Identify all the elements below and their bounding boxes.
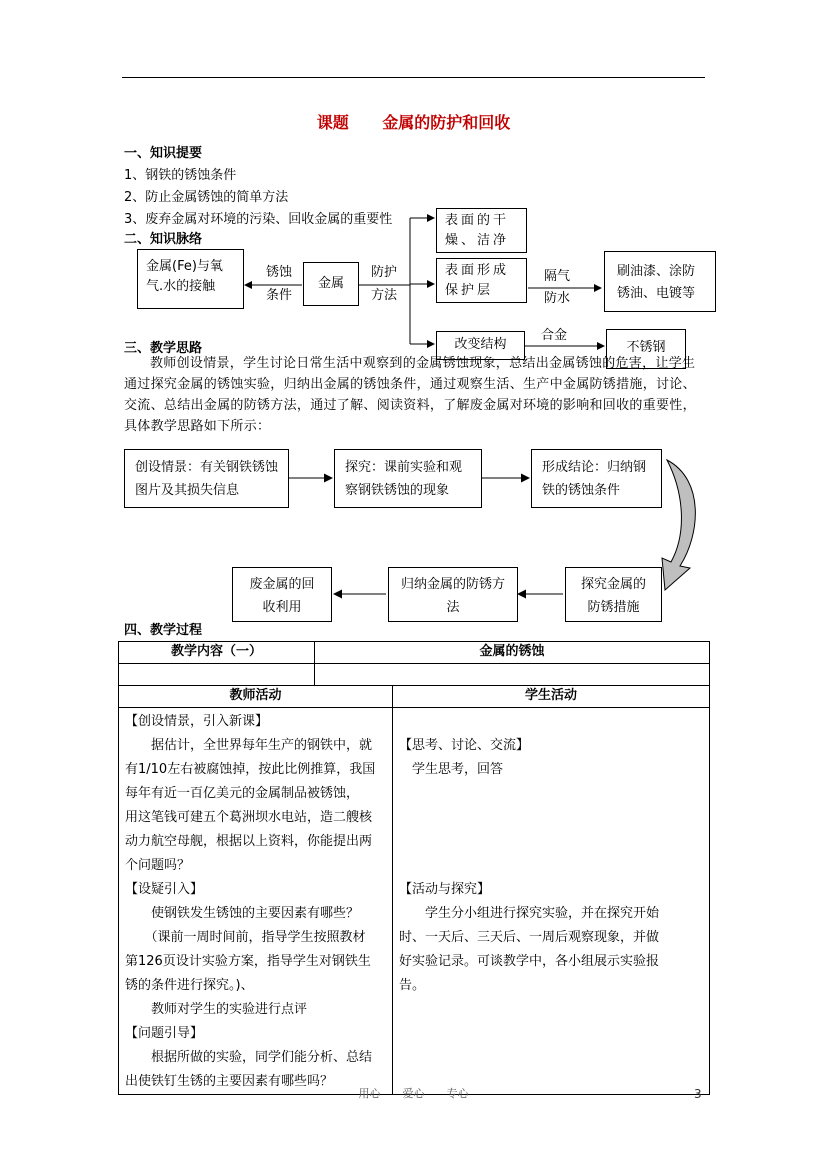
flow-step-text: 形成结论：归纳钢铁的锈蚀条件 [542,460,647,498]
content-value: 金属的锈蚀 [479,644,545,659]
student-header: 学生活动 [524,688,577,703]
student-line [399,806,703,830]
flow-step-4 [565,567,662,622]
page-title: 课题 金属的防护和回收 [316,113,511,132]
section3-paragraph: 教师创设情景，学生讨论日常生活中观察到的金属锈蚀现象，总结出金属锈蚀的危害，让学生通过探究金属的锈蚀实验，归纳出金属的锈蚀条件，通过观察生活、生产中金属防锈措施，讨论、交流、总结出金属的防锈方法，通过了解、阅读资料，了解废金属对环境的影响和回收的重要性，具体教学思路如下所示： [124,356,696,434]
teacher-line: 根据所做的实验，同学们能分析、总结 [125,1050,373,1065]
student-line: 好实验记录。可谈教学中，各小组展示实验报 [399,954,660,969]
blank-cell [119,664,315,686]
section4-heading: 四、教学过程 [124,623,203,638]
teacher-line: 每年有近一百亿美元的金属制品被锈蚀， [125,786,360,801]
flow-step-text: 探究：课前实验和观察钢铁锈蚀的现象 [345,460,463,498]
flow-step-text: 创设情景：有关钢铁锈蚀图片及其损失信息 [135,460,279,498]
teacher-line: 有1/10左右被腐蚀掉，按此比例推算，我国 [125,762,376,777]
section2-heading: 二、知识脉络 [124,232,203,247]
teacher-header-cell [119,686,393,708]
fe-contact-text: 金属(Fe)与氧气.水的接触 [146,259,223,294]
flow-step-text: 废金属的回收利用 [249,577,315,615]
stainless-text: 不锈钢 [626,340,666,355]
student-line: 【活动与探究】 [399,882,491,897]
flow-step-5 [388,567,518,622]
student-line: 告。 [399,978,426,993]
student-header-cell [393,686,710,708]
teacher-line: 【问题引导】 [125,1026,204,1041]
teacher-line: 出使铁钉生锈的主要因素有哪些吗？ [125,1074,334,1089]
page-number: 3 [694,1087,702,1101]
protective-layer-box [436,258,527,303]
content-label-cell [119,642,315,664]
paint-box [604,251,716,312]
teacher-line: 第126页设计实验方案，指导学生对钢铁生 [125,954,371,969]
content-label: 教学内容（一） [170,644,262,659]
student-line [399,854,703,878]
flow-step-text: 探究金属的防锈措施 [580,577,646,615]
change-structure-text: 改变结构 [454,337,507,352]
student-line: 【思考、讨论、交流】 [399,738,530,753]
section1-item: 2、防止金属锈蚀的简单方法 [124,190,289,205]
student-line: 学生思考，回答 [399,762,504,777]
teacher-header: 教师活动 [229,688,282,703]
isolate-label: 隔气 [544,269,571,284]
knowledge-map-lines [0,0,827,380]
footer-motto: 用心 爱心 专心 [358,1087,469,1100]
teacher-line: 用这笔钱可建五个葛洲坝水电站，造二艘核 [125,810,373,825]
flow-step-6 [232,567,332,622]
teacher-line: 教师对学生的实验进行点评 [125,1002,308,1017]
section3-heading: 三、教学思路 [124,341,203,356]
flow-step-3 [531,449,662,508]
teacher-line: 锈的条件进行探究。)、 [125,978,254,993]
student-line: 时、一天后、三天后、一周后观察现象，并做 [399,930,660,945]
metal-box [303,262,359,306]
student-line [399,710,703,734]
teacher-line: 【设疑引入】 [125,882,204,897]
dry-clean-box [436,208,527,253]
rust-condition-label: 锈蚀 [266,265,293,280]
student-activity-cell [393,708,710,1095]
teacher-line: 个问题吗？ [125,858,191,873]
dry-clean-text: 表面的干燥、洁净 [445,213,510,248]
metal-text: 金属 [317,276,344,291]
teaching-process-table [118,641,710,1095]
section1-item: 1、钢铁的锈蚀条件 [124,168,237,183]
flow-step-text: 归纳金属的防锈方法 [400,577,505,615]
content-value-cell [315,642,710,664]
curved-arrow-icon [662,460,695,590]
protect-method-label: 方法 [371,288,398,303]
alloy-label: 合金 [541,328,568,343]
paint-text: 刷油漆、涂防锈油、电镀等 [617,264,696,301]
teacher-line: （课前一周时间前，指导学生按照教材 [125,930,366,945]
student-line [399,782,703,806]
section1-heading: 一、知识提要 [124,146,203,161]
teacher-line: 使钢铁发生锈蚀的主要因素有哪些？ [125,906,360,921]
student-line [399,830,703,854]
flow-step-1 [124,449,289,508]
fe-contact-box [137,249,244,309]
teacher-line: 动力航空母舰，根据以上资料，你能提出两 [125,834,373,849]
isolate-label: 防水 [544,291,571,306]
blank-cell [315,664,710,686]
flow-step-2 [334,449,482,508]
teacher-activity-cell [119,708,393,1095]
rust-condition-label: 条件 [266,288,293,303]
section1-item: 3、废弃金属对环境的污染、回收金属的重要性 [124,212,393,227]
protect-method-label: 防护 [371,265,398,280]
teacher-line: 【创设情景，引入新课】 [125,714,269,729]
student-line: 学生分小组进行探究实验，并在探究开始 [399,906,660,921]
protective-layer-text: 表面形成保护层 [445,263,510,298]
teacher-line: 据估计，全世界每年生产的钢铁中，就 [125,738,373,753]
